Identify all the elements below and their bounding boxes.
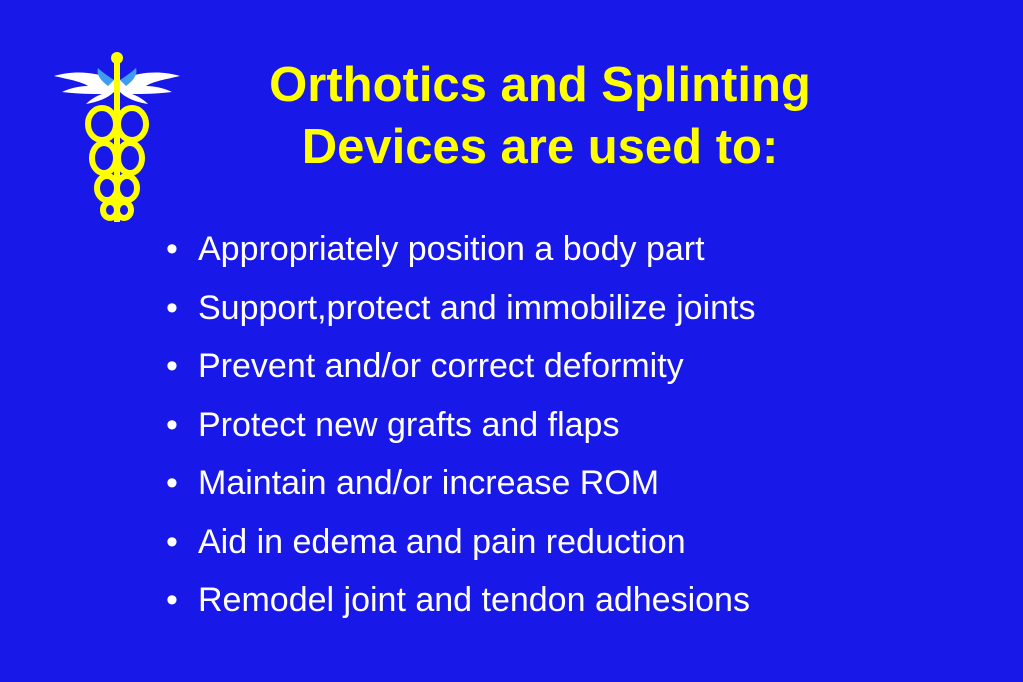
slide-title-line-2: Devices are used to: xyxy=(301,120,779,174)
bullet-item xyxy=(160,396,756,455)
slide-title-line-1: Orthotics and Splinting xyxy=(269,58,811,112)
bullet-item xyxy=(160,513,756,572)
bullet-item xyxy=(160,454,756,513)
bullet-list xyxy=(160,220,756,630)
bullet-text: Protect new grafts and flaps xyxy=(198,405,620,444)
bullet-item xyxy=(160,571,756,630)
bullet-item xyxy=(160,337,756,396)
caduceus-icon xyxy=(52,50,182,230)
bullet-item xyxy=(160,279,756,338)
bullet-item xyxy=(160,220,756,279)
bullet-text: Aid in edema and pain reduction xyxy=(198,522,686,561)
slide-title xyxy=(200,54,880,178)
bullet-marker: • xyxy=(166,522,178,561)
bullet-marker: • xyxy=(166,405,178,444)
bullet-marker: • xyxy=(166,230,178,268)
bullet-text: Prevent and/or correct deformity xyxy=(198,347,684,385)
bullet-marker: • xyxy=(166,581,178,619)
bullet-marker: • xyxy=(166,288,178,327)
bullet-text: Appropriately position a body part xyxy=(198,230,705,268)
bullet-marker: • xyxy=(166,347,178,385)
bullet-marker: • xyxy=(166,464,178,502)
bullet-text: Support,protect and immobilize joints xyxy=(198,288,756,327)
bullet-text: Remodel joint and tendon adhesions xyxy=(198,581,750,619)
bullet-text: Maintain and/or increase ROM xyxy=(198,464,660,502)
